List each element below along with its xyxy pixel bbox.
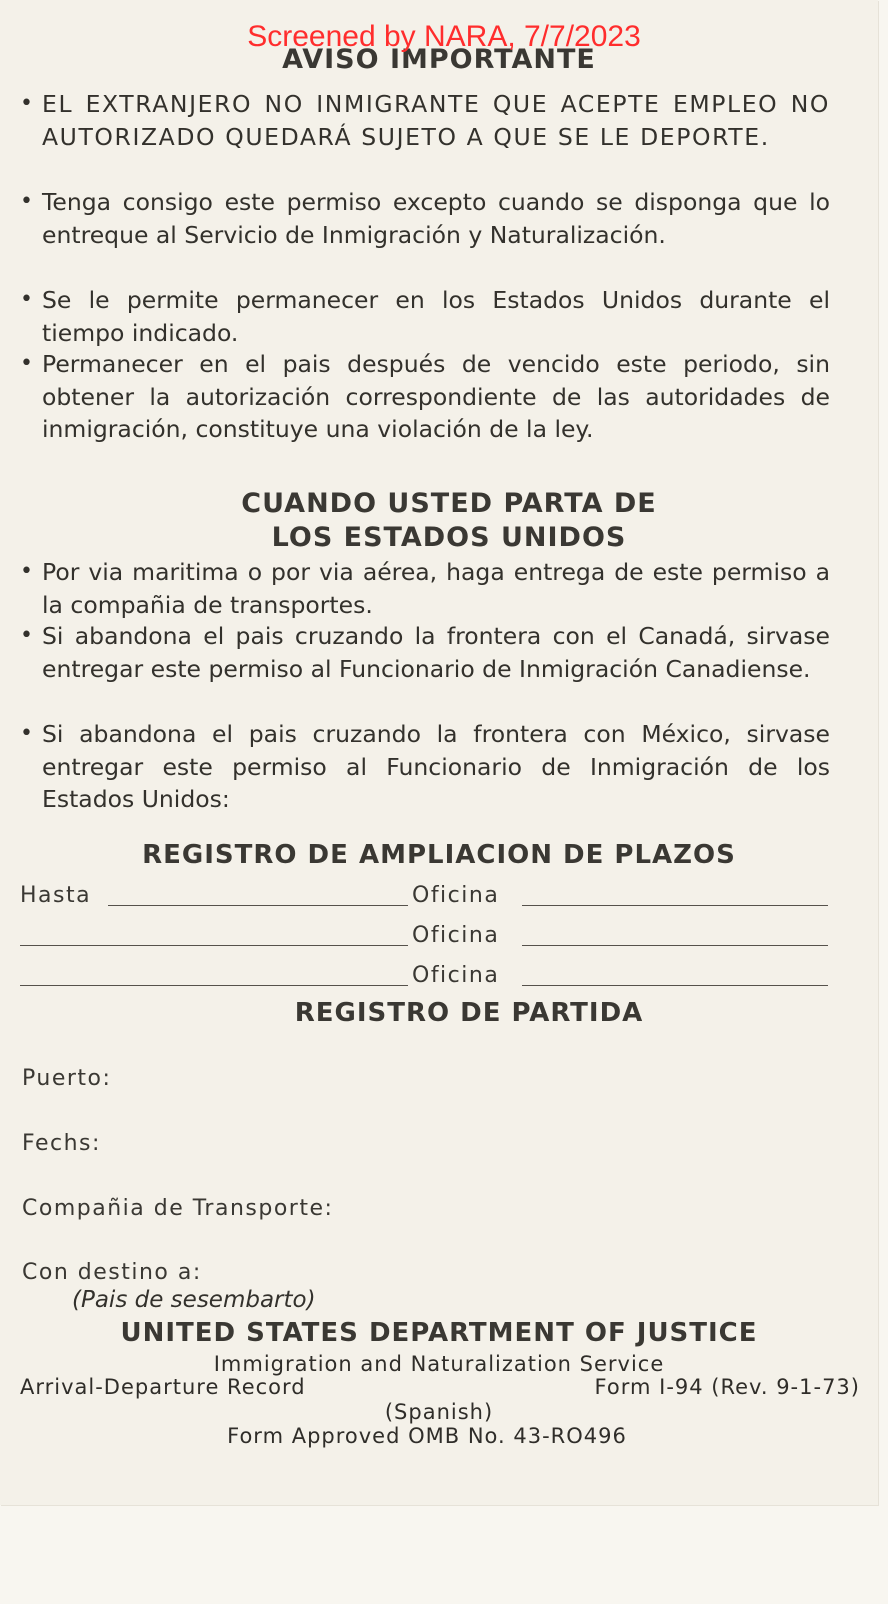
carrier-label: Compañia de Transporte: (22, 1196, 334, 1221)
until-line (20, 985, 408, 986)
bullet-dot: • (20, 721, 33, 746)
bullet-dot: • (20, 91, 33, 116)
form-language: (Spanish) (384, 1400, 494, 1424)
agency-name: UNITED STATES DEPARTMENT OF JUSTICE (120, 1318, 758, 1348)
departure-title-line2: LOS ESTADOS UNIDOS (271, 522, 627, 553)
port-label: Puerto: (22, 1066, 112, 1091)
destination-label: Con destino a: (22, 1260, 202, 1285)
notice-bullet-3: • Se le permite permanecer en los Estados Unidos durante el tiempo indicado. (20, 286, 830, 347)
notice-bullet-2: • Tenga consigo este permiso excepto cuando se disponga que lo entreque al Servicio de Inmigración y Naturalización. (20, 188, 830, 249)
extension-title: REGISTRO DE AMPLIACION DE PLAZOS (142, 840, 736, 870)
office-label: Oficina (412, 963, 500, 988)
bullet-dot: • (20, 559, 33, 584)
omb-approval: Form Approved OMB No. 43-RO496 (227, 1424, 627, 1448)
departure-bullet-3: • Si abandona el pais cruzando la frontera con México, sirvase entregar este permiso al Funcionario de Inmigración de los Estados Unidos: (20, 720, 830, 813)
until-line (108, 905, 408, 906)
until-label: Hasta (20, 883, 92, 908)
departure-bullet-1: • Por via maritima o por via aérea, haga entrega de este permiso a la compañia de transportes. (20, 558, 830, 619)
service-name: Immigration and Naturalization Service (213, 1352, 665, 1376)
destination-hint: (Pais de sesembarto) (72, 1287, 316, 1313)
departure-bullet-2: • Si abandona el pais cruzando la frontera con el Canadá, sirvase entregar este permiso al Funcionario de Inmigración Canadiense. (20, 622, 830, 683)
extension-row-2 (20, 920, 828, 950)
form-number: Form I-94 (Rev. 9-1-73) (594, 1375, 860, 1399)
departure-title-line1: CUANDO USTED PARTA DE (241, 488, 657, 519)
notice-title: AVISO IMPORTANTE (282, 44, 596, 75)
extension-row-3 (20, 960, 828, 990)
extension-row-1 (20, 880, 828, 910)
bullet-dot: • (20, 351, 33, 376)
record-name: Arrival-Departure Record (20, 1375, 306, 1399)
office-line (522, 985, 828, 986)
bullet-dot: • (20, 287, 33, 312)
record-title: REGISTRO DE PARTIDA (294, 998, 644, 1028)
notice-bullet-1: • EL EXTRANJERO NO INMIGRANTE QUE ACEPTE EMPLEO NO AUTORIZADO QUEDARÁ SUJETO A QUE SE LE DEPORTE. (20, 90, 830, 151)
bullet-dot: • (20, 189, 33, 214)
office-label: Oficina (412, 883, 500, 908)
office-line (522, 905, 828, 906)
office-label: Oficina (412, 923, 500, 948)
date-label: Fechs: (22, 1131, 101, 1156)
nara-screening-stamp: Screened by NARA, 7/7/2023 (247, 20, 641, 53)
notice-bullet-4: • Permanecer en el pais después de vencido este periodo, sin obtener la autorización correspondiente de las autoridades de inmigración, constituye una violación de la ley. (20, 350, 830, 443)
bullet-dot: • (20, 623, 33, 648)
until-line (20, 945, 408, 946)
office-line (522, 945, 828, 946)
